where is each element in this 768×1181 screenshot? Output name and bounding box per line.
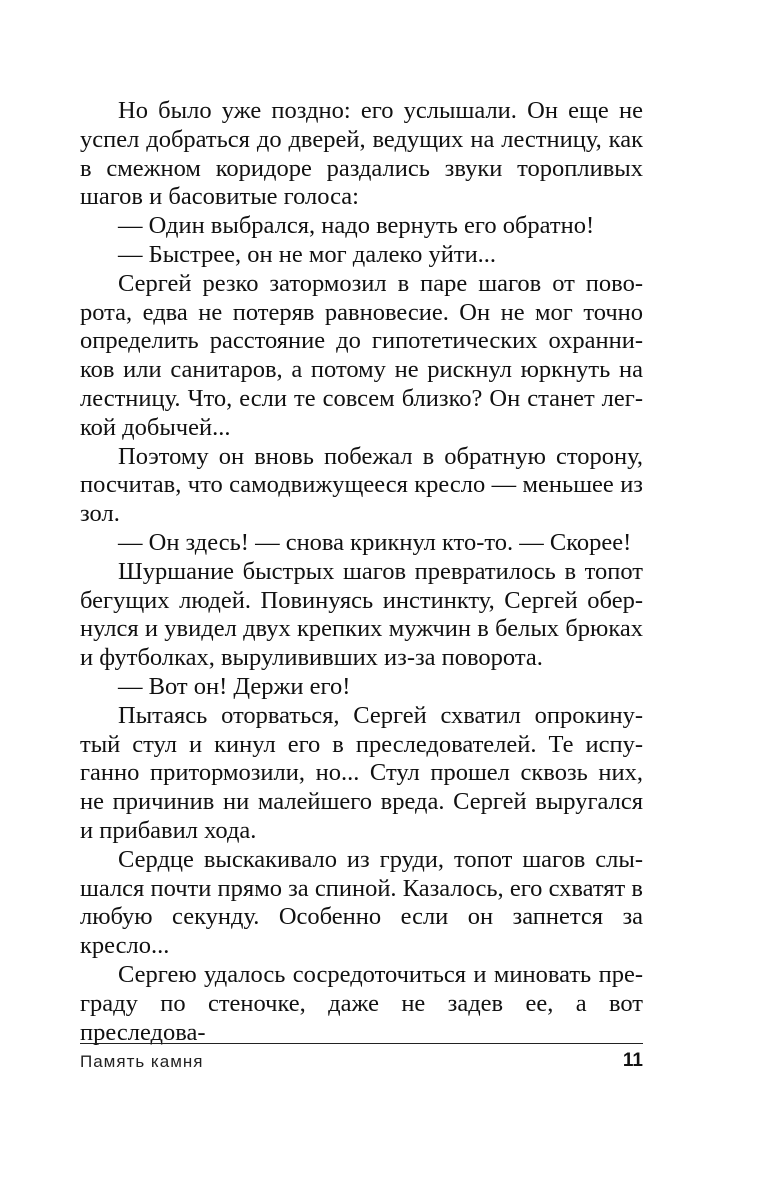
dialogue-line-2: — Быстрее, он не мог далеко уйти...: [118, 240, 497, 268]
paragraph-2: Сергей резко затормозил в паре шагов от поворота, едва не потеряв равновесие. Он не мог точно определить расстояние до гипотетических охранников или санитаров, а потому не рискнул юркнуть на лестницу. Что, если те совсем близко? Он станет легкой добычей...: [80, 269, 643, 441]
paragraph-3: Поэтому он вновь побежал в обратную сторону, посчитав, что самодвижущееся кресло — меньшее из зол.: [80, 442, 643, 528]
footer-divider: [80, 1043, 643, 1044]
dialogue-line-4: — Вот он! Держи его!: [118, 672, 351, 700]
paragraph-7: Сергею удалось сосредоточиться и миновать преграду по стеночке, даже не задев ее, а вот преследова-: [80, 960, 643, 1046]
paragraph-1: Но было уже поздно: его услышали. Он еще не успел добраться до дверей, ведущих на лестницу, как в смежном коридоре раздались звуки торопливых шагов и басовитые голоса:: [80, 97, 643, 211]
dialogue-line-3: — Он здесь! — снова крикнул кто-то. — Скорее!: [118, 528, 632, 556]
paragraph-5: Пытаясь оторваться, Сергей схватил опрокинутый стул и кинул его в преследователей. Те испуганно притормозили, но... Стул прошел сквозь них, не причинив ни малейшего вреда. Сергей выругался и прибавил хода.: [80, 701, 643, 844]
paragraph-6: Сердце выскакивало из груди, топот шагов слышался почти прямо за спиной. Казалось, его схватят в любую секунду. Особенно если он запнется за кресло...: [80, 845, 643, 960]
running-footer-title: Память камня: [80, 1052, 204, 1071]
page-number: 11: [622, 1050, 643, 1071]
paragraph-4: Шуршание быстрых шагов превратилось в топот бегущих людей. Повинуясь инстинкту, Сергей обернулся и увидел двух крепких мужчин в белых брюках и футболках, вырулививших из-за поворота.: [80, 557, 643, 672]
page-text: [80, 97, 643, 1047]
dialogue-line-1: — Один выбрался, надо вернуть его обратно!: [118, 212, 595, 240]
